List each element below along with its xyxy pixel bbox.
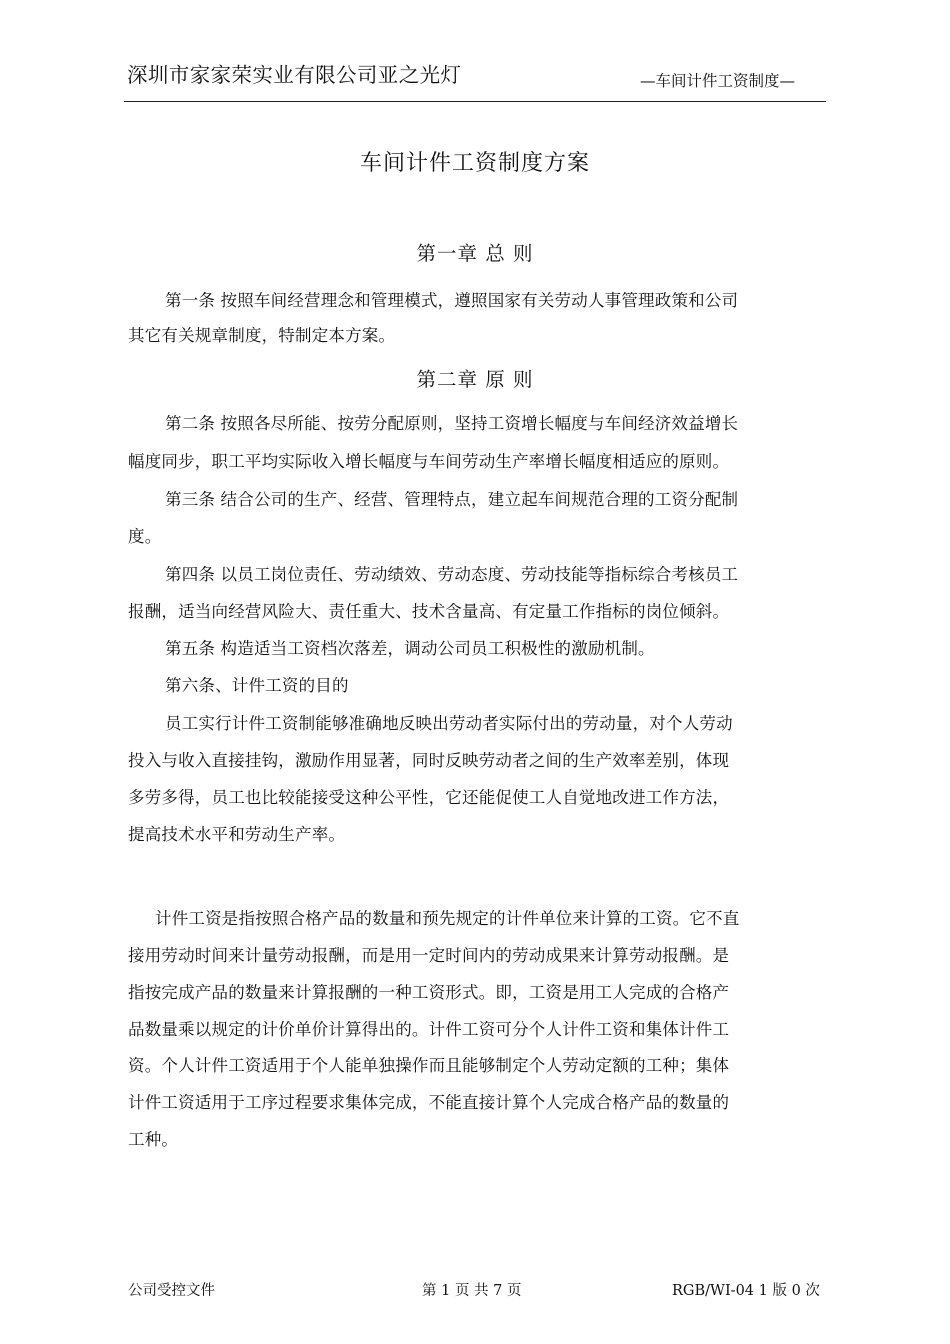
definition-line-5: 资。个人计件工资适用于个人能单独操作而且能够制定个人劳动定额的工种；集体 — [128, 1056, 730, 1075]
footer-document-code: RGB/WI-04 1 版 0 次 — [672, 1283, 820, 1299]
definition-line-2: 接用劳动时间来计量劳动报酬，而是用一定时间内的劳动成果来计算劳动报酬。是 — [128, 946, 730, 965]
article-1-line-2: 其它有关规章制度，特制定本方案。 — [128, 326, 396, 345]
header-document-name: —车间计件工资制度— — [640, 72, 796, 90]
header-company-name: 深圳市家家荣实业有限公司亚之光灯 — [127, 63, 462, 87]
article-6-line-1: 员工实行计件工资制能够准确地反映出劳动者实际付出的劳动量，对个人劳动 — [165, 714, 733, 733]
article-6-line-3: 多劳多得，员工也比较能接受这种公平性，它还能促使工人自觉地改进工作方法， — [128, 788, 730, 807]
definition-line-4: 品数量乘以规定的计价单价计算得出的。计件工资可分个人计件工资和集体计件工 — [128, 1020, 730, 1039]
definition-line-1: 计件工资是指按照合格产品的数量和预先规定的计件单位来计算的工资。它不直 — [155, 909, 740, 928]
definition-line-6: 计件工资适用于工序过程要求集体完成，不能直接计算个人完成合格产品的数量的 — [128, 1093, 730, 1112]
article-4-line-1: 第四条 以员工岗位责任、劳动绩效、劳动态度、劳动技能等指标综合考核员工 — [165, 565, 739, 584]
article-3-line-1: 第三条 结合公司的生产、经营、管理特点，建立起车间规范合理的工资分配制 — [165, 490, 739, 509]
document-title: 车间计件工资制度方案 — [359, 151, 590, 176]
article-4-line-2: 报酬，适当向经营风险大、责任重大、技术含量高、有定量工作指标的岗位倾斜。 — [128, 602, 730, 621]
article-6-heading: 第六条、计件工资的目的 — [165, 676, 349, 695]
definition-line-7: 工种。 — [128, 1130, 179, 1149]
article-1-line-1: 第一条 按照车间经营理念和管理模式，遵照国家有关劳动人事管理政策和公司 — [165, 291, 739, 310]
article-6-line-2: 投入与收入直接挂钩，激励作用显著，同时反映劳动者之间的生产效率差别，体现 — [128, 751, 730, 770]
footer-page-number: 第 1 页 共 7 页 — [422, 1283, 522, 1299]
article-3-line-2: 度。 — [128, 527, 162, 546]
definition-line-3: 指按完成产品的数量来计算报酬的一种工资形式。即，工资是用工人完成的合格产 — [128, 983, 730, 1002]
article-5: 第五条 构造适当工资档次落差，调动公司员工积极性的激励机制。 — [165, 639, 655, 658]
header-divider — [124, 101, 826, 102]
article-2-line-1: 第二条 按照各尽所能、按劳分配原则，坚持工资增长幅度与车间经济效益增长 — [165, 414, 739, 433]
article-6-line-4: 提高技术水平和劳动生产率。 — [128, 825, 346, 844]
article-2-line-2: 幅度同步，职工平均实际收入增长幅度与车间劳动生产率增长幅度相适应的原则。 — [128, 452, 730, 471]
chapter-1-heading: 第一章 总 则 — [416, 242, 534, 265]
footer-controlled-document: 公司受控文件 — [128, 1283, 215, 1299]
chapter-2-heading: 第二章 原 则 — [416, 368, 534, 391]
